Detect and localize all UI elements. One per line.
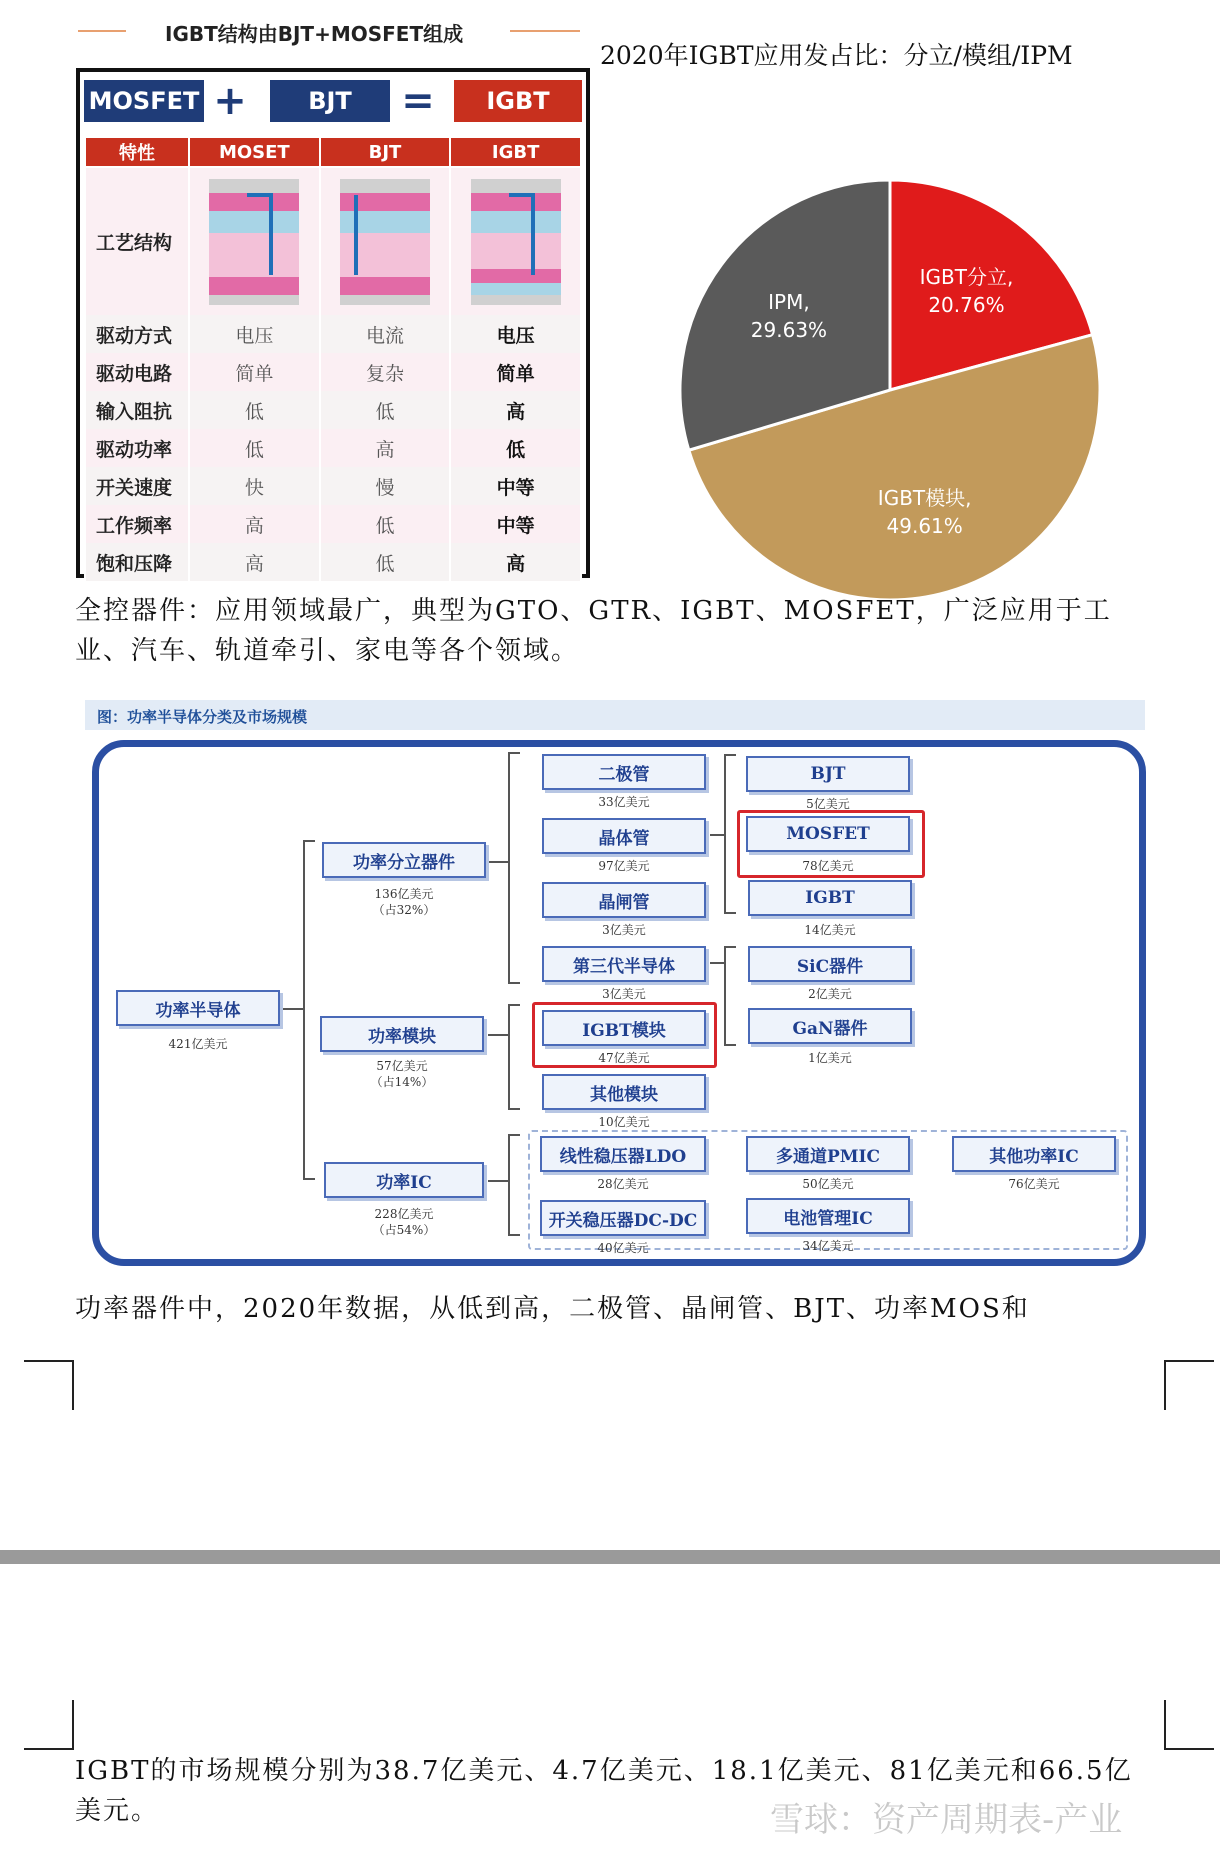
- bjt-structure-diagram: [320, 167, 451, 315]
- table-row: [85, 315, 581, 353]
- highlight-mosfet: [737, 810, 925, 878]
- header-feature: 特性: [85, 137, 189, 167]
- value-battery-management-ic: 34亿美元: [802, 1239, 854, 1253]
- pie-label-name-1: IGBT模块,: [877, 486, 972, 511]
- node-power-module: 功率模块: [320, 1016, 484, 1052]
- node-other-power-ic: 其他功率IC: [952, 1136, 1116, 1172]
- node-mosfet: MOSFET: [746, 816, 910, 852]
- table-header-row: [85, 137, 581, 167]
- value-thyristor: 3亿美元: [602, 923, 646, 937]
- share-power-module: （占14%）: [370, 1075, 434, 1089]
- cell-mosfet: 电压: [189, 315, 320, 353]
- cell-igbt: 高: [450, 543, 581, 581]
- cell-igbt: 低: [450, 429, 581, 467]
- row-label: 开关速度: [85, 467, 189, 505]
- share-discrete-devices: （占32%）: [372, 903, 436, 917]
- node-battery-management-ic: 电池管理IC: [746, 1198, 910, 1234]
- table-row: [85, 505, 581, 543]
- value-mosfet: 78亿美元: [802, 859, 854, 873]
- cell-bjt: 高: [320, 429, 451, 467]
- row-label: 驱动电路: [85, 353, 189, 391]
- connector-discrete: [488, 861, 508, 863]
- pie-label-value-0: 20.76%: [928, 292, 1005, 317]
- pie-chart-title: 2020年IGBT应用发占比：分立/模组/IPM: [600, 41, 1073, 70]
- title-rule-right: [510, 30, 580, 32]
- pie-label-name-2: IPM,: [768, 289, 810, 314]
- cell-bjt: 电流: [320, 315, 451, 353]
- table-row: [85, 429, 581, 467]
- header-mosfet: MOSET: [189, 137, 320, 167]
- cell-mosfet: 低: [189, 429, 320, 467]
- compare-figure: [76, 68, 590, 578]
- table-row: [85, 467, 581, 505]
- value-power-module: 57亿美元: [376, 1059, 428, 1073]
- connector-ic: [488, 1180, 508, 1182]
- cell-bjt: 低: [320, 505, 451, 543]
- value-igbt: 14亿美元: [804, 923, 856, 937]
- node-thyristor: 晶闸管: [542, 882, 706, 918]
- value-other-module: 10亿美元: [598, 1115, 650, 1129]
- cell-igbt: 简单: [450, 353, 581, 391]
- equation-plus: +: [213, 78, 247, 124]
- connector-third-gen: [710, 962, 724, 964]
- value-other-power-ic: 76亿美元: [1008, 1177, 1060, 1191]
- cell-mosfet: 低: [189, 391, 320, 429]
- bracket-module: [508, 1004, 520, 1110]
- value-power-semiconductor: 421亿美元: [168, 1037, 228, 1051]
- cell-bjt: 低: [320, 543, 451, 581]
- watermark: 雪球：资产周期表-产业: [770, 1800, 1123, 1840]
- cell-mosfet: 快: [189, 467, 320, 505]
- value-dc-dc: 40亿美元: [597, 1241, 649, 1255]
- table-row: [85, 353, 581, 391]
- value-pmic: 50亿美元: [802, 1177, 854, 1191]
- comparison-table: [84, 136, 582, 581]
- cell-bjt: 低: [320, 391, 451, 429]
- node-transistor: 晶体管: [542, 818, 706, 854]
- crop-mark-top-left: [24, 1360, 74, 1410]
- cell-igbt: 电压: [450, 315, 581, 353]
- paragraph-line: IGBT的市场规模分别为38.7亿美元、4.7亿美元、18.1亿美元、81亿美元和66.5亿: [75, 1756, 1133, 1786]
- value-diode: 33亿美元: [598, 795, 650, 809]
- row-label: 驱动方式: [85, 315, 189, 353]
- header-bjt: BJT: [320, 137, 451, 167]
- equation-mosfet: MOSFET: [84, 80, 204, 122]
- structure-label: 工艺结构: [85, 167, 189, 315]
- pie-label-value-2: 29.63%: [750, 317, 828, 342]
- bracket-ic: [508, 1134, 520, 1236]
- paragraph-line: 全控器件：应用领域最广，典型为GTO、GTR、IGBT、MOSFET，广泛应用于工: [75, 596, 1112, 626]
- crop-mark-top-right: [1164, 1360, 1214, 1410]
- pie-chart: [660, 180, 1120, 600]
- figure-caption: 图：功率半导体分类及市场规模: [85, 700, 1145, 730]
- cell-igbt: 高: [450, 391, 581, 429]
- cell-bjt: 复杂: [320, 353, 451, 391]
- node-discrete-devices: 功率分立器件: [322, 842, 486, 878]
- pie-label-name-0: IGBT分立,: [919, 264, 1014, 289]
- paragraph-line: 业、汽车、轨道牵引、家电等各个领域。: [75, 636, 580, 666]
- crop-mark-bottom-right: [1164, 1700, 1214, 1750]
- paragraph-line: 美元。: [75, 1796, 160, 1826]
- crop-mark-bottom-left: [24, 1700, 74, 1750]
- equation-bjt: BJT: [270, 80, 390, 122]
- node-power-ic: 功率IC: [324, 1162, 484, 1198]
- node-gan-device: GaN器件: [748, 1008, 912, 1044]
- node-igbt-module: IGBT模块: [542, 1010, 706, 1046]
- igbt-structure-diagram: [450, 167, 581, 315]
- title-rule-left: [78, 30, 126, 32]
- node-sic-device: SiC器件: [748, 946, 912, 982]
- connector-module: [488, 1034, 508, 1036]
- row-label: 驱动功率: [85, 429, 189, 467]
- mosfet-structure-diagram: [189, 167, 320, 315]
- value-igbt-module: 47亿美元: [598, 1051, 650, 1065]
- connector-transistor: [710, 834, 724, 836]
- value-discrete-devices: 136亿美元: [374, 887, 434, 901]
- equation-equals: =: [401, 78, 435, 124]
- node-power-semiconductor: 功率半导体: [116, 990, 280, 1026]
- cell-bjt: 慢: [320, 467, 451, 505]
- page-separator: [0, 1550, 1220, 1564]
- bracket-transistor: [724, 754, 736, 914]
- header-igbt: IGBT: [450, 137, 581, 167]
- value-transistor: 97亿美元: [598, 859, 650, 873]
- paragraph-line: 功率器件中，2020年数据，从低到高，二极管、晶闸管、BJT、功率MOS和: [75, 1294, 1030, 1324]
- node-igbt: IGBT: [748, 880, 912, 916]
- cell-mosfet: 简单: [189, 353, 320, 391]
- bracket-level1: [303, 840, 315, 1180]
- node-ldo: 线性稳压器LDO: [540, 1136, 706, 1172]
- cell-mosfet: 高: [189, 505, 320, 543]
- node-bjt: BJT: [746, 756, 910, 792]
- row-label: 饱和压降: [85, 543, 189, 581]
- value-sic-device: 2亿美元: [808, 987, 852, 1001]
- value-bjt: 5亿美元: [806, 797, 850, 811]
- pie-label-value-1: 49.61%: [886, 514, 963, 539]
- value-power-ic: 228亿美元: [374, 1207, 434, 1221]
- value-third-gen-semiconductor: 3亿美元: [602, 987, 646, 1001]
- node-other-module: 其他模块: [542, 1074, 706, 1110]
- node-third-gen-semiconductor: 第三代半导体: [542, 946, 706, 982]
- node-dc-dc: 开关稳压器DC-DC: [540, 1200, 706, 1236]
- node-diode: 二极管: [542, 754, 706, 790]
- value-ldo: 28亿美元: [597, 1177, 649, 1191]
- highlight-igbt-module: [532, 1002, 717, 1068]
- connector-root: [281, 1008, 303, 1010]
- cell-igbt: 中等: [450, 505, 581, 543]
- compare-figure-title: IGBT结构由BJT+MOSFET组成: [165, 22, 464, 46]
- bracket-third-gen: [724, 946, 736, 1046]
- equation-igbt: IGBT: [454, 80, 582, 122]
- row-label: 输入阻抗: [85, 391, 189, 429]
- structure-row: [85, 167, 581, 315]
- node-pmic: 多通道PMIC: [746, 1136, 910, 1172]
- bracket-discrete: [508, 752, 520, 984]
- row-label: 工作频率: [85, 505, 189, 543]
- table-row: [85, 543, 581, 581]
- cell-igbt: 中等: [450, 467, 581, 505]
- share-power-ic: （占54%）: [372, 1223, 436, 1237]
- value-gan-device: 1亿美元: [808, 1051, 852, 1065]
- table-row: [85, 391, 581, 429]
- cell-mosfet: 高: [189, 543, 320, 581]
